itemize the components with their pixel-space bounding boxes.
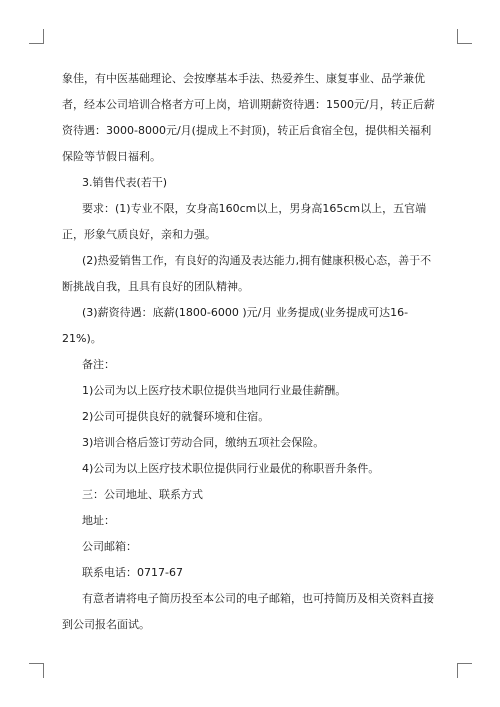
note-item-2: 2)公司可提供良好的就餐环境和住宿。 bbox=[82, 410, 270, 423]
paragraph-requirement-1: 要求：(1)专业不限，女身高160cm以上，男身高165cm以上，五官端正，形象气质良好，亲和力强。 bbox=[62, 202, 427, 241]
crop-mark-bottom-left bbox=[29, 663, 44, 678]
note-item-4: 4)公司为以上医疗技术职位提供同行业最优的称职晋升条件。 bbox=[82, 462, 380, 475]
address-line: 地址： bbox=[82, 514, 115, 527]
note-item-3: 3)培训合格后签订劳动合同，缴纳五项社会保险。 bbox=[82, 436, 325, 449]
crop-mark-top-right bbox=[457, 29, 472, 44]
notes-heading: 备注： bbox=[82, 358, 115, 371]
crop-mark-top-left bbox=[29, 29, 44, 44]
email-line: 公司邮箱： bbox=[82, 540, 137, 553]
paragraph-salary: (3)薪资待遇：底薪(1800-6000 )元/月 业务提成(业务提成可达16-21%)。 bbox=[62, 306, 409, 345]
phone-line: 联系电话：0717-67 bbox=[82, 566, 183, 579]
section-heading-sales-rep: 3.销售代表(若干) bbox=[82, 176, 168, 189]
paragraph-benefits: 象佳，有中医基础理论、会按摩基本手法、热爱养生、康复事业、品学兼优者，经本公司培训合格者方可上岗，培训期薪资待遇：1500元/月，转正后薪资待遇：3000-8000元/月(提成上不封顶)，转正后食宿全包，提供相关福利保险等节假日福利。 bbox=[62, 72, 435, 163]
note-item-1: 1)公司为以上医疗技术职位提供当地同行业最佳薪酬。 bbox=[82, 384, 347, 397]
crop-mark-bottom-right bbox=[457, 663, 472, 678]
paragraph-requirement-2: (2)热爱销售工作，有良好的沟通及表达能力,拥有健康积极心态，善于不断挑战自我，且具有良好的团队精神。 bbox=[62, 254, 432, 293]
paragraph-closing: 有意者请将电子简历投至本公司的电子邮箱，也可持简历及相关资料直接到公司报名面试。 bbox=[62, 592, 434, 631]
document-body bbox=[62, 66, 438, 638]
section-heading-contact: 三：公司地址、联系方式 bbox=[82, 488, 203, 501]
